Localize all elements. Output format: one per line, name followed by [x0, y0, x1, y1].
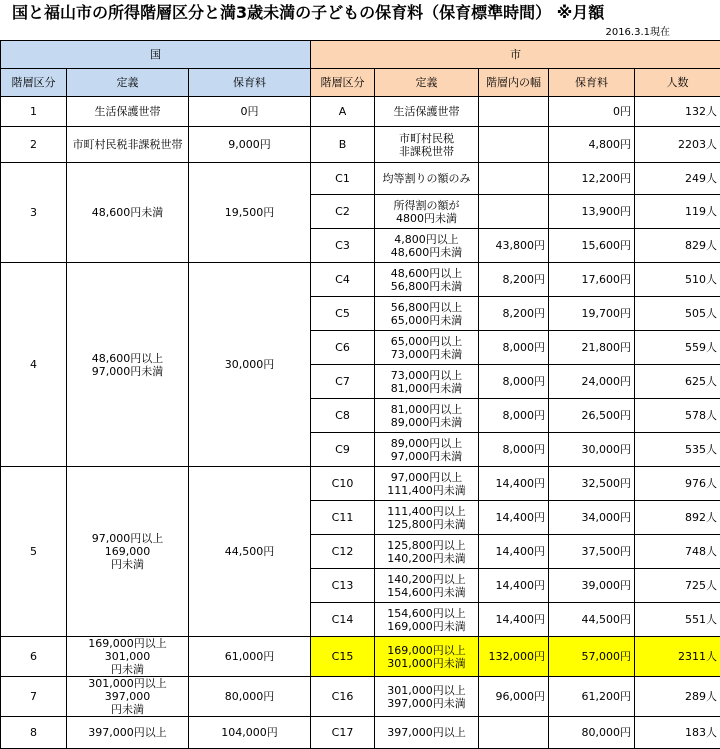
- city-count-cell: 249人: [635, 163, 720, 195]
- city-tier-cell: C5: [311, 297, 375, 331]
- city-definition-cell: 56,800円以上 65,000円未満: [375, 297, 479, 331]
- city-fee-cell: 61,200円: [549, 677, 635, 717]
- city-definition-cell: 生活保護世帯: [375, 97, 479, 127]
- city-count-cell: 559人: [635, 331, 720, 365]
- city-bracket-width-cell: 14,400円: [479, 501, 549, 535]
- city-definition-cell: 169,000円以上 301,000円未満: [375, 637, 479, 677]
- header-city-count: 人数: [635, 69, 720, 97]
- city-definition-cell: 397,000円以上: [375, 717, 479, 749]
- city-tier-cell: C13: [311, 569, 375, 603]
- city-tier-cell: C8: [311, 399, 375, 433]
- city-tier-cell: B: [311, 127, 375, 163]
- city-bracket-width-cell: 14,400円: [479, 569, 549, 603]
- city-definition-cell: 154,600円以上 169,000円未満: [375, 603, 479, 637]
- city-fee-cell: 57,000円: [549, 637, 635, 677]
- city-count-cell: 551人: [635, 603, 720, 637]
- city-bracket-width-cell: [479, 97, 549, 127]
- city-fee-cell: 34,000円: [549, 501, 635, 535]
- national-definition-cell: 48,600円以上 97,000円未満: [67, 263, 189, 467]
- national-definition-cell: 301,000円以上397,000 円未満: [67, 677, 189, 717]
- header-national-tier: 階層区分: [1, 69, 67, 97]
- city-definition-cell: 市町村民税 非課税世帯: [375, 127, 479, 163]
- table-row: [1, 717, 720, 749]
- city-tier-cell: C2: [311, 195, 375, 229]
- national-tier-cell: 8: [1, 717, 67, 749]
- city-group-header: 市: [311, 41, 720, 69]
- city-tier-cell: C6: [311, 331, 375, 365]
- city-count-cell: 625人: [635, 365, 720, 399]
- city-fee-cell: 44,500円: [549, 603, 635, 637]
- city-definition-cell: 111,400円以上 125,800円未満: [375, 501, 479, 535]
- national-fee-cell: 61,000円: [189, 637, 311, 677]
- city-bracket-width-cell: [479, 127, 549, 163]
- city-count-cell: 976人: [635, 467, 720, 501]
- table-row: [1, 677, 720, 717]
- national-tier-cell: 1: [1, 97, 67, 127]
- city-fee-cell: 13,900円: [549, 195, 635, 229]
- national-fee-cell: 44,500円: [189, 467, 311, 637]
- city-count-cell: 892人: [635, 501, 720, 535]
- city-count-cell: 748人: [635, 535, 720, 569]
- city-count-cell: 119人: [635, 195, 720, 229]
- city-definition-cell: 89,000円以上 97,000円未満: [375, 433, 479, 467]
- city-tier-cell: C17: [311, 717, 375, 749]
- city-tier-cell: C1: [311, 163, 375, 195]
- city-definition-cell: 140,200円以上 154,600円未満: [375, 569, 479, 603]
- table-row: [1, 467, 720, 501]
- national-definition-cell: 97,000円以上169,000 円未満: [67, 467, 189, 637]
- fee-table-body: [1, 41, 720, 749]
- city-fee-cell: 26,500円: [549, 399, 635, 433]
- city-fee-cell: 0円: [549, 97, 635, 127]
- national-fee-cell: 30,000円: [189, 263, 311, 467]
- national-group-header: 国: [1, 41, 311, 69]
- city-definition-cell: 301,000円以上 397,000円未満: [375, 677, 479, 717]
- city-fee-cell: 37,500円: [549, 535, 635, 569]
- city-tier-cell: C15: [311, 637, 375, 677]
- city-tier-cell: A: [311, 97, 375, 127]
- city-tier-cell: C11: [311, 501, 375, 535]
- city-fee-cell: 4,800円: [549, 127, 635, 163]
- header-national-fee: 保育料: [189, 69, 311, 97]
- national-fee-cell: 80,000円: [189, 677, 311, 717]
- city-count-cell: 183人: [635, 717, 720, 749]
- table-row: [1, 163, 720, 195]
- city-fee-cell: 80,000円: [549, 717, 635, 749]
- national-fee-cell: 19,500円: [189, 163, 311, 263]
- national-definition-cell: 48,600円未満: [67, 163, 189, 263]
- table-row: [1, 637, 720, 677]
- city-fee-cell: 12,200円: [549, 163, 635, 195]
- city-bracket-width-cell: 8,000円: [479, 433, 549, 467]
- page-title: 国と福山市の所得階層区分と満3歳未満の子どもの保育料（保育標準時間） ※月額: [0, 0, 720, 26]
- national-definition-cell: 397,000円以上: [67, 717, 189, 749]
- city-bracket-width-cell: 14,400円: [479, 467, 549, 501]
- city-count-cell: 578人: [635, 399, 720, 433]
- city-count-cell: 535人: [635, 433, 720, 467]
- city-bracket-width-cell: 8,000円: [479, 331, 549, 365]
- city-fee-cell: 24,000円: [549, 365, 635, 399]
- city-bracket-width-cell: [479, 163, 549, 195]
- city-bracket-width-cell: 132,000円: [479, 637, 549, 677]
- national-tier-cell: 7: [1, 677, 67, 717]
- city-fee-cell: 30,000円: [549, 433, 635, 467]
- city-tier-cell: C16: [311, 677, 375, 717]
- city-count-cell: 829人: [635, 229, 720, 263]
- city-fee-cell: 39,000円: [549, 569, 635, 603]
- national-tier-cell: 5: [1, 467, 67, 637]
- national-tier-cell: 2: [1, 127, 67, 163]
- city-bracket-width-cell: 14,400円: [479, 603, 549, 637]
- city-fee-cell: 15,600円: [549, 229, 635, 263]
- city-tier-cell: C10: [311, 467, 375, 501]
- city-bracket-width-cell: 43,800円: [479, 229, 549, 263]
- fee-table: [0, 40, 720, 749]
- city-fee-cell: 19,700円: [549, 297, 635, 331]
- city-bracket-width-cell: 8,200円: [479, 263, 549, 297]
- city-count-cell: 510人: [635, 263, 720, 297]
- national-fee-cell: 0円: [189, 97, 311, 127]
- national-tier-cell: 3: [1, 163, 67, 263]
- group-header-row: [1, 41, 720, 69]
- city-bracket-width-cell: 8,200円: [479, 297, 549, 331]
- city-tier-cell: C3: [311, 229, 375, 263]
- table-row: [1, 127, 720, 163]
- city-count-cell: 505人: [635, 297, 720, 331]
- city-bracket-width-cell: [479, 717, 549, 749]
- header-city-fee: 保育料: [549, 69, 635, 97]
- national-fee-cell: 104,000円: [189, 717, 311, 749]
- city-fee-cell: 32,500円: [549, 467, 635, 501]
- city-tier-cell: C12: [311, 535, 375, 569]
- city-bracket-width-cell: 8,000円: [479, 399, 549, 433]
- city-tier-cell: C7: [311, 365, 375, 399]
- city-tier-cell: C4: [311, 263, 375, 297]
- table-row: [1, 97, 720, 127]
- column-header-row: [1, 69, 720, 97]
- national-definition-cell: 市町村民税非課税世帯: [67, 127, 189, 163]
- city-definition-cell: 81,000円以上 89,000円未満: [375, 399, 479, 433]
- city-definition-cell: 65,000円以上 73,000円未満: [375, 331, 479, 365]
- city-count-cell: 132人: [635, 97, 720, 127]
- city-count-cell: 2203人: [635, 127, 720, 163]
- header-national-def: 定義: [67, 69, 189, 97]
- header-city-tier: 階層区分: [311, 69, 375, 97]
- city-bracket-width-cell: 8,000円: [479, 365, 549, 399]
- city-definition-cell: 所得割の額が 4800円未満: [375, 195, 479, 229]
- table-row: [1, 263, 720, 297]
- city-tier-cell: C14: [311, 603, 375, 637]
- national-tier-cell: 4: [1, 263, 67, 467]
- national-fee-cell: 9,000円: [189, 127, 311, 163]
- city-count-cell: 725人: [635, 569, 720, 603]
- city-definition-cell: 48,600円以上 56,800円未満: [375, 263, 479, 297]
- city-definition-cell: 73,000円以上 81,000円未満: [375, 365, 479, 399]
- city-bracket-width-cell: [479, 195, 549, 229]
- national-tier-cell: 6: [1, 637, 67, 677]
- city-count-cell: 2311人: [635, 637, 720, 677]
- city-tier-cell: C9: [311, 433, 375, 467]
- city-definition-cell: 125,800円以上 140,200円未満: [375, 535, 479, 569]
- header-city-width: 階層内の幅: [479, 69, 549, 97]
- city-count-cell: 289人: [635, 677, 720, 717]
- national-definition-cell: 169,000円以上301,000 円未満: [67, 637, 189, 677]
- city-fee-cell: 17,600円: [549, 263, 635, 297]
- city-definition-cell: 97,000円以上 111,400円未満: [375, 467, 479, 501]
- header-city-def: 定義: [375, 69, 479, 97]
- national-definition-cell: 生活保護世帯: [67, 97, 189, 127]
- city-fee-cell: 21,800円: [549, 331, 635, 365]
- city-bracket-width-cell: 14,400円: [479, 535, 549, 569]
- city-bracket-width-cell: 96,000円: [479, 677, 549, 717]
- as-of-date: 2016.3.1現在: [0, 26, 720, 40]
- city-definition-cell: 均等割りの額のみ: [375, 163, 479, 195]
- city-definition-cell: 4,800円以上 48,600円未満: [375, 229, 479, 263]
